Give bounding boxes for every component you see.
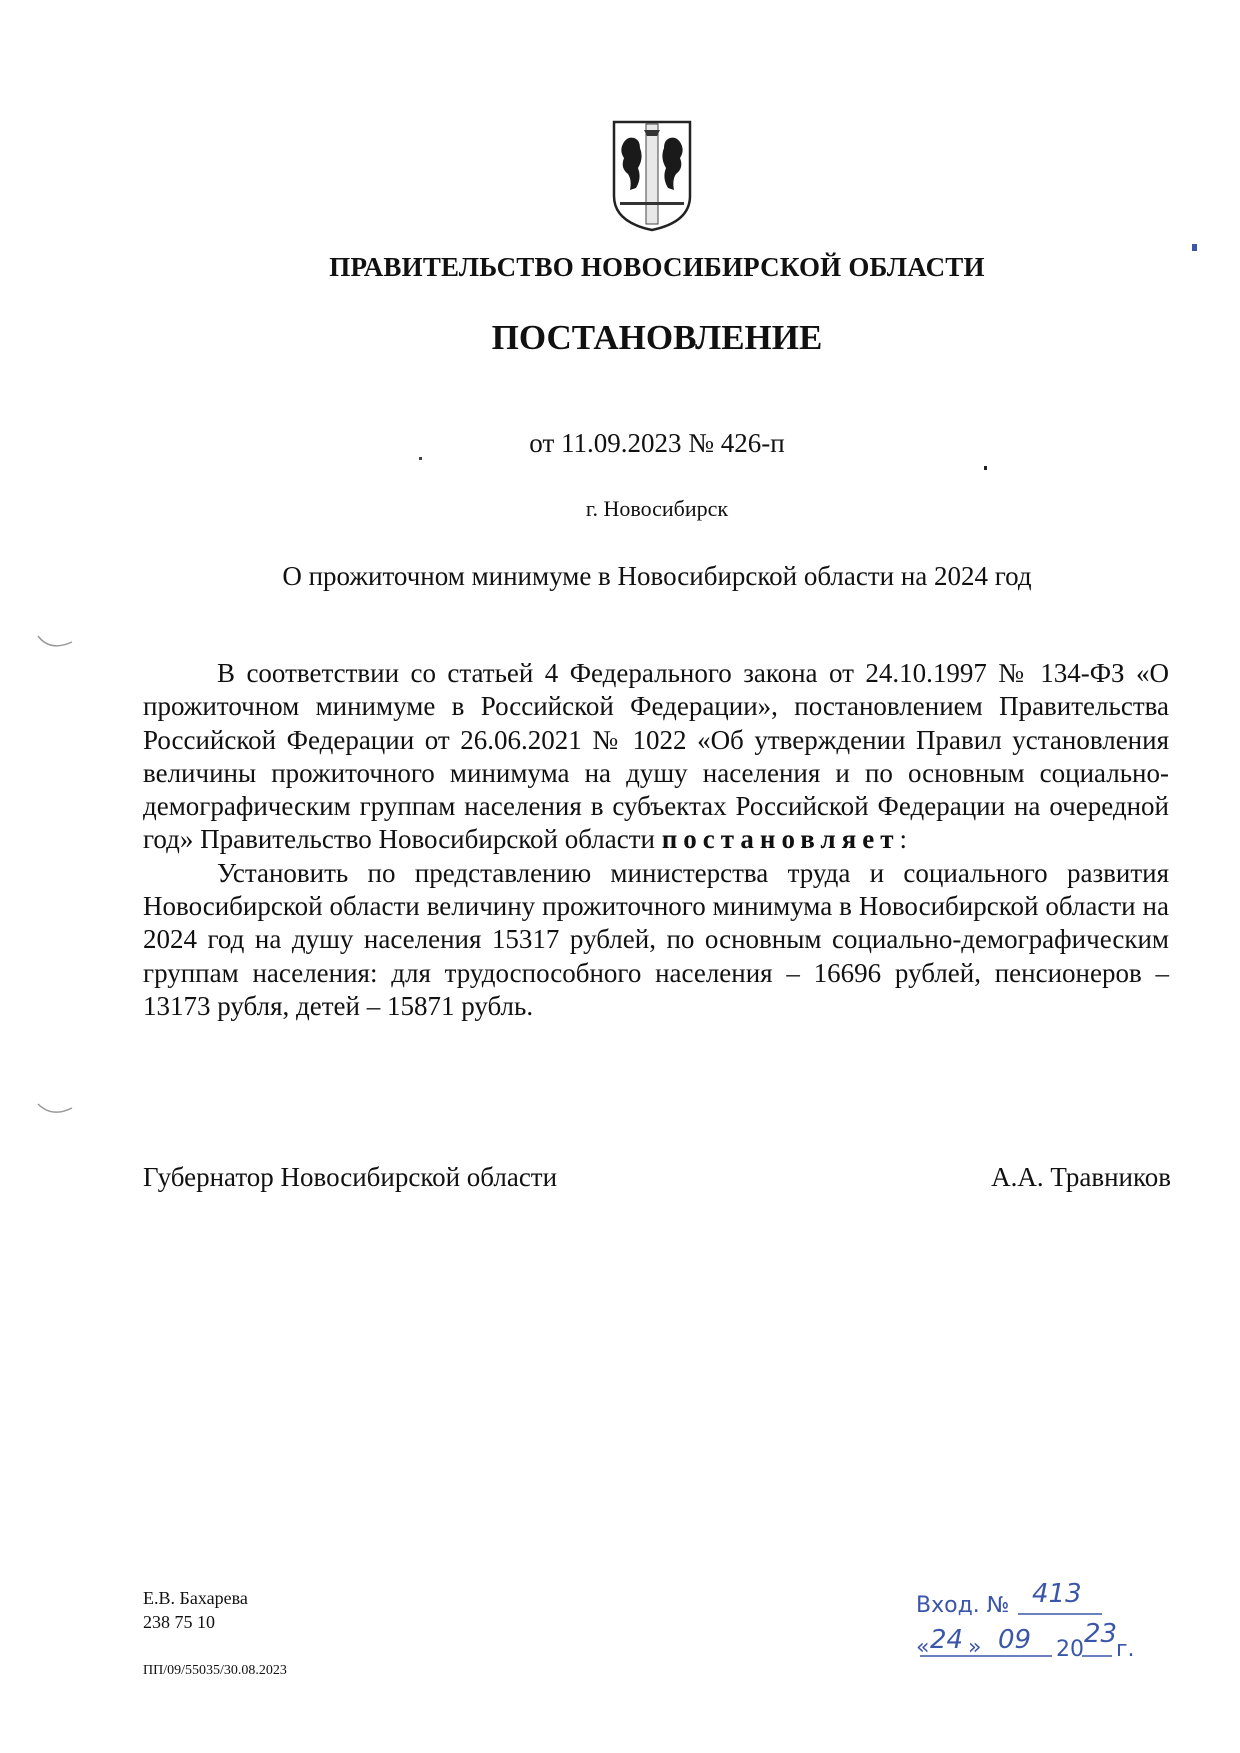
scan-speck [984, 466, 987, 470]
date-and-number: от 11.09.2023 № 426-п [529, 428, 785, 458]
scan-speck [1192, 244, 1197, 251]
internal-reference: ПП/09/55035/30.08.2023 [143, 1663, 287, 1678]
signatory-name: А.А. Травников [991, 1162, 1171, 1192]
svg-text:«: « [916, 1635, 930, 1660]
stamp-day: 24 [930, 1625, 964, 1655]
scan-hole-mark [36, 1084, 76, 1124]
signatory-position: Губернатор Новосибирской области [143, 1162, 558, 1192]
stamp-label: Вход. № [916, 1593, 1010, 1618]
document-body [143, 657, 1169, 1023]
executor-name: Е.В. Бахарева [143, 1588, 248, 1608]
executor-phone: 238 75 10 [143, 1612, 215, 1632]
document-subject: О прожиточном минимуме в Новосибирской области на 2024 год [282, 561, 1032, 591]
stamp-year-suffix: 23 [1084, 1619, 1118, 1649]
executor-block [143, 1586, 248, 1634]
scan-hole-mark [36, 612, 76, 652]
stamp-year-prefix: 20 [1056, 1637, 1084, 1662]
svg-text:»: » [968, 1635, 982, 1660]
stamp-g: г. [1116, 1637, 1135, 1662]
paragraph-resolution: Установить по представлению министерства труда и социального развития Новосибирской области величину прожиточного минимума в Новосибирской области на 2024 год на душу населения 15317 рублей, по основным социально-демографическим группам населения: для трудоспособного населения – 16696 рублей, пенсионеров – 13173 рубля, детей – 15871 рубль. [143, 857, 1169, 1021]
organization-title: ПРАВИТЕЛЬСТВО НОВОСИБИРСКОЙ ОБЛАСТИ [329, 252, 985, 282]
preamble-colon: : [899, 824, 908, 855]
resolves-keyword: постановляет [661, 824, 900, 855]
paragraph-preamble [143, 657, 1169, 857]
scan-speck [419, 457, 422, 460]
document-type-title: ПОСТАНОВЛЕНИЕ [491, 318, 823, 357]
stamp-number: 413 [1032, 1579, 1082, 1609]
city: г. Новосибирск [585, 496, 729, 521]
incoming-stamp [906, 1572, 1146, 1662]
coat-of-arms-emblem [610, 118, 694, 234]
stamp-month: 09 [998, 1625, 1032, 1655]
preamble-text: В соответствии со статьей 4 Федерального закона от 24.10.1997 № 134-ФЗ «О прожиточном минимуме в Российской Федерации», постановлением Правительства Российской Федерации от 26.06.2021 № 1022 «Об утверждении Правил установления величины прожиточного минимума на душу населения и по основным социально-демографическим группам населения в субъектах Российской Федерации на очередной год» Правительство Новосибирской области [143, 658, 1169, 855]
